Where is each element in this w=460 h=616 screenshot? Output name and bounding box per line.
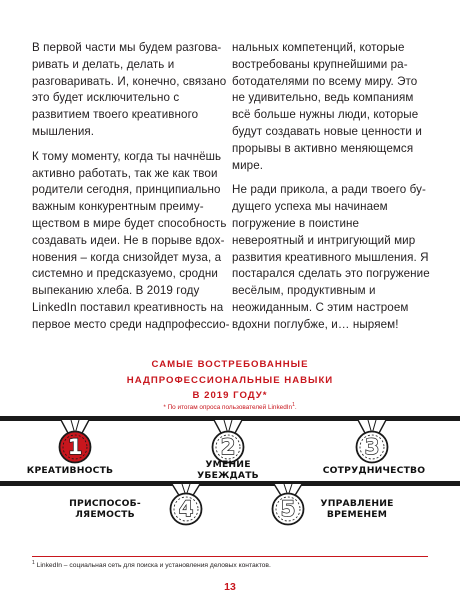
title-line: НАДПРОФЕССИОНАЛЬНЫЕ НАВЫКИ	[126, 374, 334, 386]
medal-number: 2	[220, 435, 236, 459]
survey-note-end: .	[294, 404, 297, 412]
medal-label-4	[62, 499, 148, 520]
label-line: КРЕАТИВНОСТЬ	[26, 465, 114, 476]
footnote-text: LinkedIn – социальная сеть для поиска и установления деловых контактов.	[34, 562, 271, 570]
infographic-title	[0, 357, 460, 404]
footnote-number: 1	[32, 560, 35, 566]
medal-label-2	[186, 460, 270, 481]
label-line: УБЕЖДАТЬ	[197, 469, 259, 481]
title-line: В 2019 ГОДУ*	[192, 390, 268, 401]
label-line: ЛЯЕМОСТЬ	[75, 508, 135, 520]
page-number: 13	[224, 581, 236, 593]
footnote-divider	[32, 556, 428, 557]
title-line: САМЫЕ ВОСТРЕБОВАННЫЕ	[151, 359, 309, 370]
label-line: УМЕНИЕ	[205, 459, 251, 470]
footnote-ref: 1	[292, 402, 295, 408]
rail-bottom	[0, 481, 460, 486]
label-line: УПРАВЛЕНИЕ	[320, 498, 394, 509]
paragraph: нальных компетенций, которые востребованы крупнейшими работодателями по всему миру. Это не удивительно, ведь компаниям всё больше нужны люди, которые будут создавать новые ценности и прорывы в активно меняющемся мире.	[232, 41, 422, 172]
medal-number: 3	[364, 435, 380, 459]
footnote	[32, 560, 271, 569]
text-column-left	[32, 40, 230, 342]
label-line: СОТРУДНИЧЕСТВО	[322, 465, 426, 476]
paragraph: К тому моменту, когда ты начнёшь активно работать, так же как твои родители сегодня, принципиально важным конкурентным преимуществом в мире будет способность создавать идеи. Не в порыве вдохновения – когда снизойдет муза, а системно и предсказуемо, сродни выпеканию хлеба. В 2019 году LinkedIn поставил креативность на первое место среди надпрофессио-	[32, 149, 230, 331]
paragraph: Не ради прикола, а ради твоего будущего успеха мы начинаем погружение в поистине невероятный и интригующий мир развития креативного мышления. Я постарался сделать это погружение весёлым, продуктивным и неожиданным. С этим настроем вдохни поглубже, и… ныряем!	[232, 183, 430, 331]
medal-number: 1	[67, 435, 83, 459]
label-line: ВРЕМЕНЕМ	[326, 508, 388, 520]
medal-label-3	[318, 466, 430, 477]
paragraph: В первой части мы будем разговаривать и делать, делать и разговаривать. И, конечно, связано это будет исключительно с развитием твоего креативного мышления.	[32, 41, 227, 138]
survey-note-text: * По итогам опроса пользователей LinkedIn	[163, 404, 293, 412]
text-column-right	[232, 40, 430, 342]
medal-label-5	[312, 499, 402, 520]
label-line: ПРИСПОСОБ-	[69, 498, 141, 509]
medal-label-1	[20, 466, 120, 477]
medal-number: 5	[280, 497, 296, 521]
medal-number: 4	[178, 497, 194, 521]
